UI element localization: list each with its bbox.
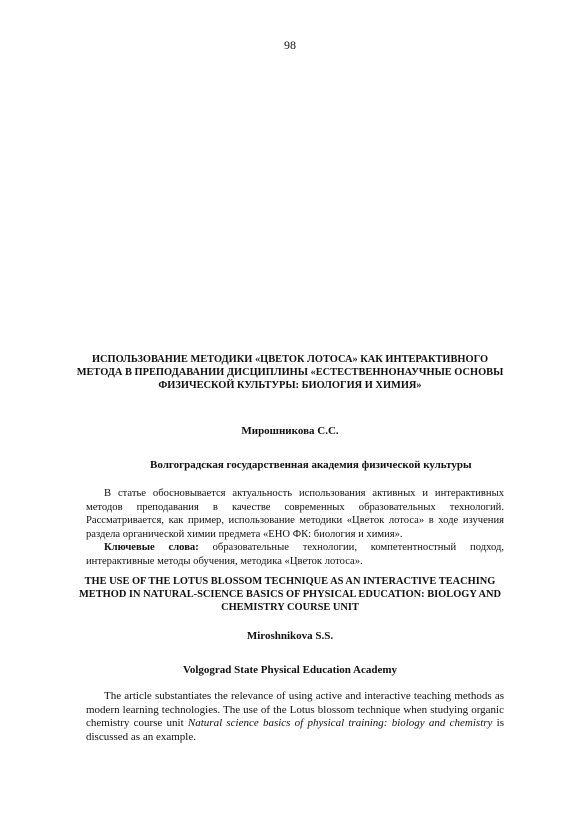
english-organization: Volgograd State Physical Education Academy	[182, 664, 398, 676]
page-number: 98	[284, 38, 296, 52]
russian-abstract-block	[86, 487, 504, 568]
russian-organization: Волгоградская государственная академия физической культуры	[150, 459, 472, 471]
course-unit-name: Natural science basics of physical training: biology and chemistry	[187, 717, 493, 729]
english-abstract	[86, 690, 504, 744]
russian-keywords	[86, 541, 504, 568]
russian-abstract: В статье обосновывается актуальность использования активных и интерактивных методов преподавания в качестве современных образовательных технологий. Рассматривается, как пример, использование методики «Цветок лотоса» в ходе изучения раздела органической химии предмета «ЕНО ФК: биология и химия».	[86, 488, 504, 540]
english-author: Miroshnikova S.S.	[246, 630, 334, 642]
russian-author: Мирошникова С.С.	[241, 425, 339, 437]
keywords-text: образовательные технологии, компетентностный подход, интерактивные методы обучения, методика «Цветок лотоса».	[86, 542, 505, 567]
keywords-label: Ключевые слова:	[104, 542, 199, 553]
english-article-title: THE USE OF THE LOTUS BLOSSOM TECHNIQUE AS AN INTERACTIVE TEACHING METHOD IN NATURAL-SCIENCE BASICS OF PHYSICAL EDUCATION: BIOLOGY AND CHEMISTRY COURSE UNIT	[78, 576, 502, 613]
russian-article-title: ИСПОЛЬЗОВАНИЕ МЕТОДИКИ «ЦВЕТОК ЛОТОСА» КАК ИНТЕРАКТИВНОГО МЕТОДА В ПРЕПОДАВАНИИ ДИСЦИПЛИНЫ «ЕСТЕСТВЕННОНАУЧНЫЕ ОСНОВЫ ФИЗИЧЕСКОЙ КУЛЬТУРЫ: БИОЛОГИЯ И ХИМИЯ»	[76, 354, 504, 391]
english-abstract-part2: is discussed as an example.	[86, 717, 504, 743]
english-abstract-block	[86, 690, 504, 744]
english-abstract-part1: The article substantiates the relevance of using active and interactive teaching methods as modern learning technologies. The use of the Lotus blossom technique when studying organic chemistry course unit	[86, 690, 504, 729]
